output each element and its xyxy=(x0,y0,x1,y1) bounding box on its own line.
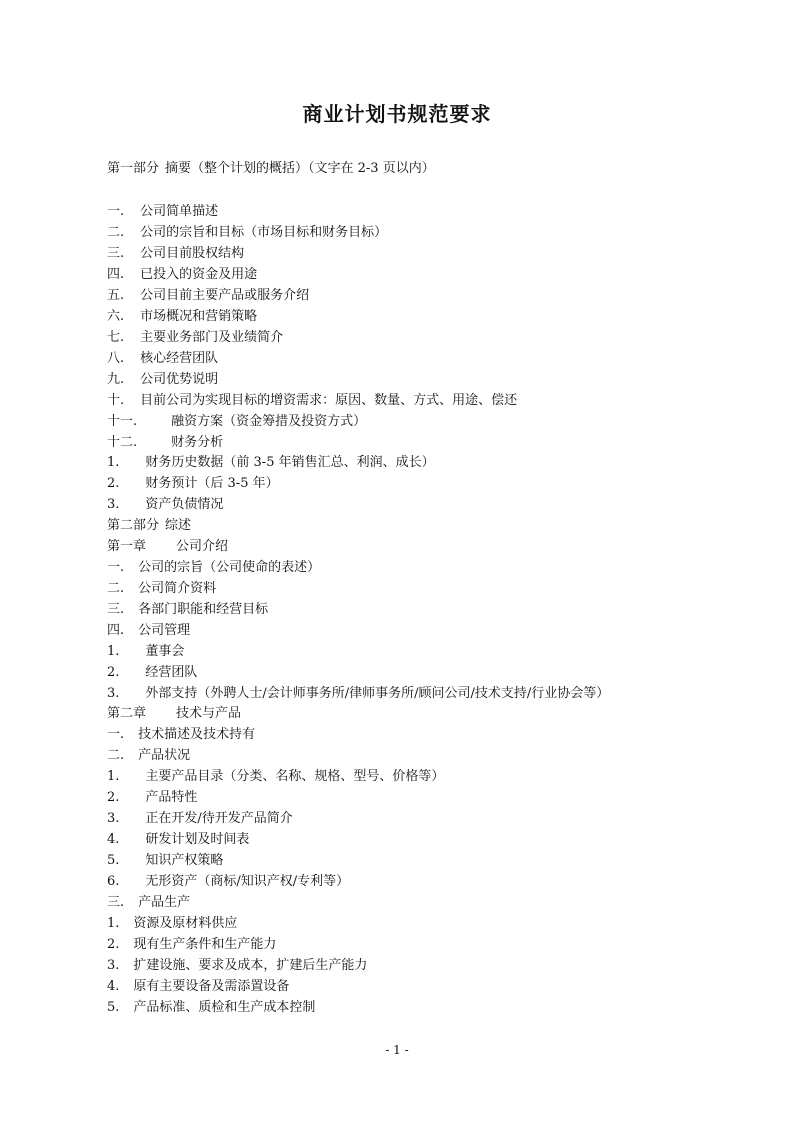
outline-item-text: 主要业务部门及业绩简介 xyxy=(140,330,284,345)
outline-item-text: 公司简单描述 xyxy=(140,204,219,219)
outline-item-text: 核心经营团队 xyxy=(140,351,219,366)
outline-item-number: 八. xyxy=(107,351,125,366)
outline-item xyxy=(107,327,283,348)
outline-item-number: 四. xyxy=(107,623,125,638)
outline-item-text: 目前公司为实现目标的增资需求：原因、数量、方式、用途、偿还 xyxy=(140,393,518,408)
outline-item-number: 十二. xyxy=(107,435,138,450)
outline-item xyxy=(107,411,366,432)
outline-item-text: 各部门职能和经营目标 xyxy=(138,602,269,617)
page-number: - 1 - xyxy=(385,1043,409,1057)
outline-item-text: 正在开发/待开发产品简介 xyxy=(145,811,293,826)
outline-item-text: 公司管理 xyxy=(138,623,191,638)
document-title: 商业计划书规范要求 xyxy=(302,102,492,126)
outline-item-number: 二. xyxy=(107,581,125,596)
outline-item-text: 公司优势说明 xyxy=(140,372,219,387)
outline-item xyxy=(107,306,257,327)
outline-item xyxy=(107,934,276,955)
outline-item-text: 现有生产条件和生产能力 xyxy=(133,937,277,952)
outline-item xyxy=(107,745,190,766)
outline-item-text: 融资方案（资金筹措及投资方式） xyxy=(171,414,367,429)
outline-item-number: 3. xyxy=(107,958,120,973)
outline-item-text: 摘要（整个计划的概括）（文字在 2-3 页以内） xyxy=(165,161,435,176)
outline-item-number: 3. xyxy=(107,497,120,512)
outline-item-text: 产品特性 xyxy=(145,790,198,805)
outline-item-text: 公司目前主要产品或服务介绍 xyxy=(140,288,310,303)
outline-item-number: 5. xyxy=(107,1000,120,1015)
outline-item-number: 七. xyxy=(107,330,125,345)
outline-item-number: 一. xyxy=(107,727,125,742)
outline-item xyxy=(107,369,218,390)
outline-item-text: 财务历史数据（前 3-5 年销售汇总、利润、成长） xyxy=(145,455,435,470)
outline-item xyxy=(107,557,320,578)
outline-item xyxy=(107,243,244,264)
outline-item-number: 三. xyxy=(107,895,125,910)
outline-item xyxy=(107,390,517,411)
outline-item-number: 4. xyxy=(107,832,120,847)
outline-item xyxy=(107,494,223,515)
outline-item xyxy=(107,787,197,808)
outline-item xyxy=(107,348,218,369)
outline-item-text: 主要产品目录（分类、名称、规格、型号、价格等） xyxy=(145,769,445,784)
outline-item xyxy=(107,955,367,976)
outline-item-number: 1. xyxy=(107,916,120,931)
outline-item xyxy=(107,578,216,599)
outline-item xyxy=(107,599,268,620)
outline-item xyxy=(107,724,255,745)
outline-item-text: 已投入的资金及用途 xyxy=(140,267,258,282)
outline-item-number: 三. xyxy=(107,246,125,261)
outline-item xyxy=(107,976,289,997)
outline-item xyxy=(107,662,197,683)
outline-item xyxy=(107,264,257,285)
outline-item-number: 2. xyxy=(107,665,120,680)
outline-item xyxy=(107,536,228,557)
outline-item-text: 公司的宗旨和目标（市场目标和财务目标） xyxy=(140,225,388,240)
outline-item-text: 综述 xyxy=(165,518,192,533)
outline-item-number: 5. xyxy=(107,853,120,868)
outline-item-text: 资源及原材料供应 xyxy=(133,916,238,931)
outline-item xyxy=(107,620,190,641)
outline-item xyxy=(107,641,184,662)
outline-item-text: 研发计划及时间表 xyxy=(145,832,250,847)
outline-item xyxy=(107,997,315,1018)
outline-item-text: 产品生产 xyxy=(138,895,191,910)
outline-item xyxy=(107,850,223,871)
outline-item-number: 6. xyxy=(107,874,120,889)
outline-item-text: 公司简介资料 xyxy=(138,581,217,596)
outline-item-number: 2. xyxy=(107,937,120,952)
outline-item-number: 十一. xyxy=(107,414,138,429)
outline-item xyxy=(107,829,249,850)
outline-item xyxy=(107,452,435,473)
outline-item xyxy=(107,473,279,494)
outline-item-number: 3. xyxy=(107,686,120,701)
outline-item-number: 第二部分 xyxy=(107,518,160,533)
outline-item-number: 2. xyxy=(107,790,120,805)
outline-item-number: 1. xyxy=(107,769,120,784)
outline-item-number: 第一部分 xyxy=(107,161,160,176)
outline-item xyxy=(107,683,609,704)
outline-item-text: 知识产权策略 xyxy=(145,853,224,868)
outline-item-number: 4. xyxy=(107,979,120,994)
outline-item xyxy=(107,913,237,934)
outline-item-number: 五. xyxy=(107,288,125,303)
outline-item-number: 二. xyxy=(107,225,125,240)
outline-item-text: 公司的宗旨（公司使命的表述） xyxy=(138,560,321,575)
outline-item xyxy=(107,285,309,306)
outline-item-text: 技术描述及技术持有 xyxy=(138,727,256,742)
outline-item-text: 外部支持（外聘人士/会计师事务所/律师事务所/顾问公司/技术支持/行业协会等） xyxy=(145,686,610,701)
outline-item-text: 扩建设施、要求及成本，扩建后生产能力 xyxy=(133,958,368,973)
outline-item xyxy=(107,766,444,787)
outline-item xyxy=(107,892,190,913)
outline-item-number: 1. xyxy=(107,455,120,470)
outline-item-text: 产品标准、质检和生产成本控制 xyxy=(133,1000,316,1015)
outline-item-number: 3. xyxy=(107,811,120,826)
outline-item-text: 公司目前股权结构 xyxy=(140,246,245,261)
outline-item xyxy=(107,158,435,179)
outline-item-number: 六. xyxy=(107,309,125,324)
outline-item-number: 一. xyxy=(107,204,125,219)
outline-item-number: 1. xyxy=(107,644,120,659)
outline-item-text: 原有主要设备及需添置设备 xyxy=(133,979,290,994)
outline-item xyxy=(107,432,223,453)
outline-item-number: 十. xyxy=(107,393,125,408)
outline-item-text: 公司介绍 xyxy=(176,539,229,554)
outline-item-number: 三. xyxy=(107,602,125,617)
outline-item xyxy=(107,201,218,222)
outline-item-number: 第一章 xyxy=(107,539,147,554)
outline-item xyxy=(107,808,293,829)
outline-item-number: 一. xyxy=(107,560,125,575)
outline-item-number: 二. xyxy=(107,748,125,763)
outline-item xyxy=(107,871,349,892)
outline-item-number: 四. xyxy=(107,267,125,282)
outline-item-text: 财务预计（后 3-5 年） xyxy=(145,476,279,491)
outline-item-text: 经营团队 xyxy=(145,665,198,680)
outline-item-text: 资产负债情况 xyxy=(145,497,224,512)
outline-item-text: 无形资产（商标/知识产权/专利等） xyxy=(145,874,350,889)
outline-item-number: 九. xyxy=(107,372,125,387)
outline-item-text: 董事会 xyxy=(145,644,185,659)
outline-item-text: 市场概况和营销策略 xyxy=(140,309,258,324)
outline-item xyxy=(107,222,387,243)
outline-item-number: 2. xyxy=(107,476,120,491)
outline-item-text: 财务分析 xyxy=(171,435,224,450)
outline-item xyxy=(107,515,191,536)
outline-item xyxy=(107,703,241,724)
outline-item-text: 产品状况 xyxy=(138,748,191,763)
outline-item-text: 技术与产品 xyxy=(176,706,242,721)
outline-item-number: 第二章 xyxy=(107,706,147,721)
